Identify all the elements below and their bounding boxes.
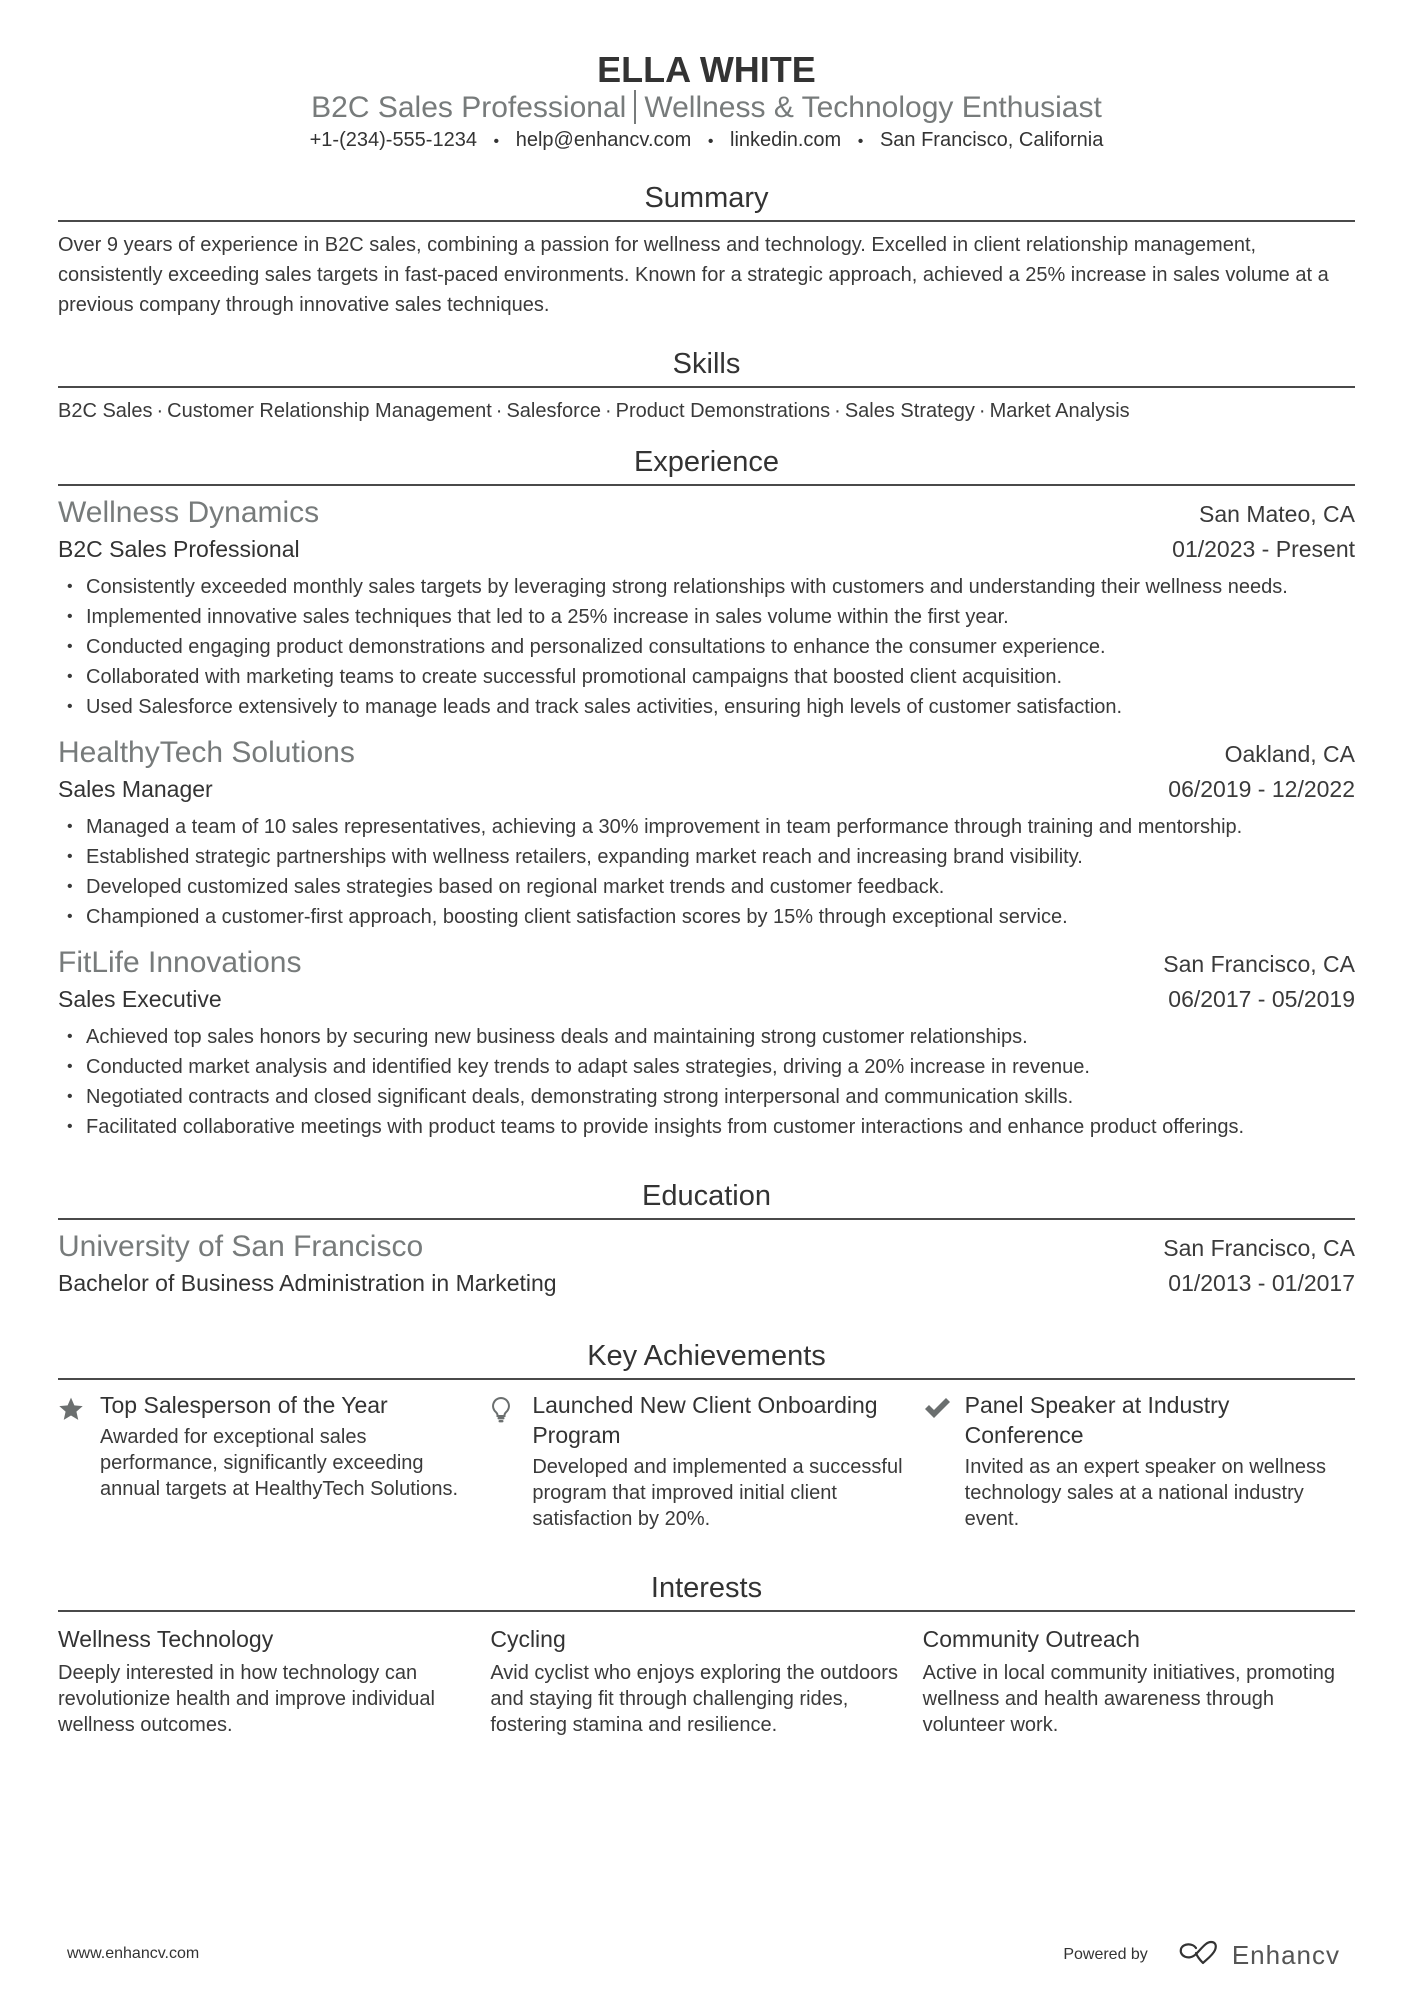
bullet-icon: • <box>67 848 73 865</box>
powered-by-label: Powered by <box>1063 1946 1148 1963</box>
contact-email[interactable]: help@enhancv.com <box>515 129 692 151</box>
section-divider <box>58 1218 1355 1220</box>
bullet-text: Championed a customer-first approach, boosting client satisfaction scores by 15% through exceptional service. <box>86 906 1068 928</box>
lightbulb-icon <box>490 1390 532 1532</box>
interest-description: Avid cyclist who enjoys exploring the outdoors and staying fit through challenging rides, fostering stamina and resilience. <box>490 1662 898 1736</box>
summary-text: Over 9 years of experience in B2C sales, combining a passion for wellness and technology. Excelled in client relationship management, consistently exceeding sales targets in fast-paced environments. Known for a strategic approach, achieved a 25% increase in sales volume at a previous company through innovative sales techniques. <box>58 234 1329 316</box>
interest-item <box>58 1622 490 1738</box>
job-bullets <box>58 1022 1355 1142</box>
skill-item: Customer Relationship Management <box>167 400 492 422</box>
interests-grid <box>58 1622 1355 1738</box>
education-school: University of San Francisco <box>58 1230 424 1263</box>
education-location: San Francisco, CA <box>1163 1235 1355 1261</box>
skill-separator: · <box>604 400 612 422</box>
job-bullet <box>58 1022 1355 1052</box>
bullet-text: Conducted market analysis and identified key trends to adapt sales strategies, driving a 20% increase in revenue. <box>86 1056 1090 1078</box>
bullet-text: Used Salesforce extensively to manage leads and track sales activities, ensuring high levels of customer satisfaction. <box>86 696 1123 718</box>
skills-list <box>58 396 1355 426</box>
interest-description: Deeply interested in how technology can revolutionize health and improve individual wellness outcomes. <box>58 1662 435 1736</box>
job-bullet <box>58 902 1355 932</box>
job-company: Wellness Dynamics <box>58 496 320 529</box>
achievement-title: Top Salesperson of the Year <box>100 1392 388 1418</box>
enhancv-brand[interactable]: Enhancv <box>1231 1939 1340 1970</box>
bullet-icon: • <box>67 668 73 685</box>
bullet-icon: • <box>67 908 73 925</box>
bullet-icon: • <box>67 698 73 715</box>
job-location: San Mateo, CA <box>1199 501 1355 527</box>
headline <box>58 90 1355 126</box>
powered-by <box>1063 1937 1340 1973</box>
skill-item: Product Demonstrations <box>615 400 831 422</box>
skill-separator: · <box>156 400 164 422</box>
bullet-icon: • <box>67 1088 73 1105</box>
education-dates: 01/2013 - 01/2017 <box>1168 1270 1355 1296</box>
job-role: B2C Sales Professional <box>58 536 300 562</box>
bullet-text: Implemented innovative sales techniques that led to a 25% increase in sales volume within the first year. <box>86 606 1009 628</box>
job-bullet <box>58 1112 1355 1142</box>
education-degree: Bachelor of Business Administration in Marketing <box>58 1270 557 1296</box>
job-bullet <box>58 572 1355 602</box>
checkmark-icon <box>923 1390 965 1532</box>
job-role: Sales Executive <box>58 986 222 1012</box>
interest-title: Wellness Technology <box>58 1626 274 1652</box>
bullet-icon: • <box>67 818 73 835</box>
bullet-icon: • <box>67 608 73 625</box>
bullet-text: Negotiated contracts and closed significant deals, demonstrating strong interpersonal and communication skills. <box>86 1086 1074 1108</box>
job-bullets <box>58 812 1355 932</box>
job-bullet <box>58 812 1355 842</box>
job-dates: 06/2017 - 05/2019 <box>1168 986 1355 1012</box>
job-location: Oakland, CA <box>1224 741 1355 767</box>
job-dates: 01/2023 - Present <box>1172 536 1355 562</box>
job-dates: 06/2019 - 12/2022 <box>1168 776 1355 802</box>
job-entry <box>58 494 1355 722</box>
contact-separator: • <box>493 133 500 150</box>
contact-line <box>58 126 1355 156</box>
bullet-text: Consistently exceeded monthly sales targets by leveraging strong relationships with customers and understanding their wellness needs. <box>86 576 1288 598</box>
skill-separator: · <box>495 400 503 422</box>
achievement-description: Developed and implemented a successful program that improved initial client satisfaction by 20%. <box>532 1456 903 1530</box>
skill-item: B2C Sales <box>58 400 153 422</box>
job-role: Sales Manager <box>58 776 213 802</box>
job-bullet <box>58 602 1355 632</box>
bullet-text: Facilitated collaborative meetings with product teams to provide insights from customer interactions and enhance product offerings. <box>86 1116 1245 1138</box>
achievement-item <box>58 1390 490 1532</box>
bullet-text: Conducted engaging product demonstrations and personalized consultations to enhance the consumer experience. <box>86 636 1106 658</box>
contact-location: San Francisco, California <box>879 129 1104 151</box>
contact-separator: • <box>857 133 864 150</box>
bullet-icon: • <box>67 1058 73 1075</box>
job-entry <box>58 734 1355 932</box>
page-footer <box>0 1937 1410 1977</box>
section-title-skills: Skills <box>672 348 741 380</box>
contact-separator: • <box>707 133 714 150</box>
resume-page <box>58 0 1355 1738</box>
achievement-title: Panel Speaker at Industry Conference <box>964 1392 1230 1448</box>
section-divider <box>58 1610 1355 1612</box>
candidate-name: ELLA WHITE <box>597 49 816 90</box>
headline-divider <box>634 90 636 124</box>
skill-item: Market Analysis <box>989 400 1130 422</box>
bullet-text: Developed customized sales strategies based on regional market trends and customer feedback. <box>86 876 945 898</box>
achievement-item <box>490 1390 922 1532</box>
job-bullet <box>58 872 1355 902</box>
section-title-experience: Experience <box>633 446 780 478</box>
job-bullet <box>58 662 1355 692</box>
section-divider <box>58 386 1355 388</box>
section-title-education: Education <box>642 1180 771 1212</box>
section-divider <box>58 220 1355 222</box>
interest-title: Community Outreach <box>922 1626 1140 1652</box>
section-title-summary: Summary <box>644 182 769 214</box>
interest-item <box>923 1622 1355 1738</box>
achievement-title: Launched New Client Onboarding Program <box>532 1392 878 1448</box>
job-entry <box>58 944 1355 1142</box>
bullet-icon: • <box>67 638 73 655</box>
job-bullet <box>58 1082 1355 1112</box>
job-bullets <box>58 572 1355 722</box>
section-divider <box>58 1378 1355 1380</box>
job-bullet <box>58 842 1355 872</box>
bullet-text: Managed a team of 10 sales representatives, achieving a 30% improvement in team performance through training and mentorship. <box>86 816 1243 838</box>
bullet-text: Achieved top sales honors by securing new business deals and maintaining strong customer relationships. <box>86 1026 1028 1048</box>
section-title-achievements: Key Achievements <box>587 1340 826 1372</box>
skill-separator: · <box>834 400 841 422</box>
headline-role: B2C Sales Professional <box>311 91 627 124</box>
bullet-icon: • <box>67 1118 73 1135</box>
enhancv-logo-icon[interactable] <box>1176 1940 1224 1971</box>
bullet-icon: • <box>67 578 73 595</box>
job-bullet <box>58 632 1355 662</box>
job-company: HealthyTech Solutions <box>58 736 355 769</box>
job-company: FitLife Innovations <box>58 946 302 979</box>
bullet-text: Established strategic partnerships with wellness retailers, expanding market reach and increasing brand visibility. <box>86 846 1083 868</box>
section-divider <box>58 484 1355 486</box>
job-bullet <box>58 1052 1355 1082</box>
bullet-text: Collaborated with marketing teams to create successful promotional campaigns that boosted client acquisition. <box>86 666 1063 688</box>
headline-interest: Wellness & Technology Enthusiast <box>644 91 1102 124</box>
interest-description: Active in local community initiatives, promoting wellness and health awareness through volunteer work. <box>922 1662 1336 1736</box>
interest-item <box>490 1622 922 1738</box>
contact-phone[interactable]: +1-(234)-555-1234 <box>309 129 477 151</box>
bullet-icon: • <box>67 1028 73 1045</box>
footer-website-link[interactable]: www.enhancv.com <box>67 1945 200 1962</box>
bullet-icon: • <box>67 878 73 895</box>
achievement-description: Invited as an expert speaker on wellness technology sales at a national industry event. <box>964 1456 1326 1530</box>
education-entry <box>58 1228 1355 1300</box>
achievement-description: Awarded for exceptional sales performance, significantly exceeding annual targets at HealthyTech Solutions. <box>100 1426 458 1500</box>
section-title-interests: Interests <box>650 1572 763 1604</box>
skill-separator: · <box>978 400 986 422</box>
achievements-grid <box>58 1390 1355 1532</box>
contact-linkedin[interactable]: linkedin.com <box>730 129 842 151</box>
skill-item: Salesforce <box>506 400 601 422</box>
resume-header <box>58 0 1355 156</box>
star-icon <box>58 1390 100 1532</box>
job-bullet <box>58 692 1355 722</box>
interest-title: Cycling <box>490 1626 566 1652</box>
achievement-item <box>923 1390 1355 1532</box>
skill-item: Sales Strategy <box>844 400 975 422</box>
job-location: San Francisco, CA <box>1163 951 1355 977</box>
